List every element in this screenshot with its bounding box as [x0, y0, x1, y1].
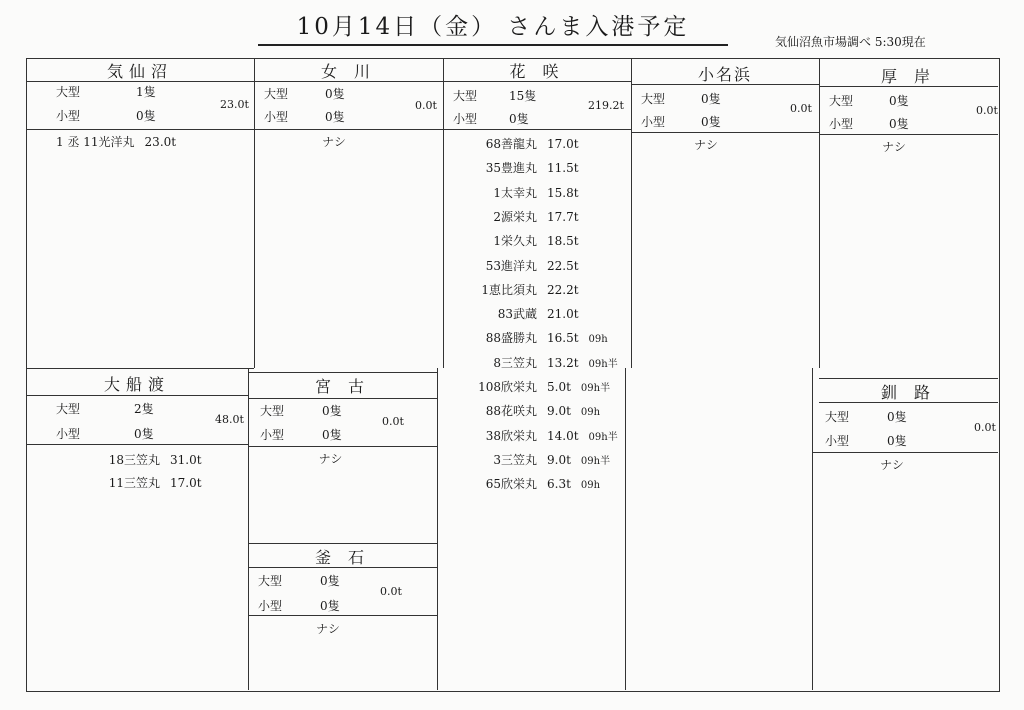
small-count: 0隻 — [325, 110, 345, 124]
ship-tons: 22.2t — [547, 282, 579, 297]
total-tons: 0.0t — [380, 585, 402, 598]
col-divider — [625, 368, 626, 690]
col-divider — [443, 58, 444, 368]
arrival-time: 09h — [580, 407, 601, 419]
total-tons: 0.0t — [382, 415, 404, 428]
large-label: 大型 — [453, 89, 478, 103]
rule — [248, 372, 437, 373]
ship-tons: 17.7t — [547, 209, 579, 224]
ship-tons: 15.8t — [547, 185, 579, 200]
large-label: 大型 — [56, 402, 81, 416]
port-name: 気仙沼 — [106, 62, 173, 81]
large-label: 大型 — [56, 85, 81, 99]
small-label: 小型 — [56, 427, 81, 441]
large-label: 大型 — [829, 94, 854, 108]
large-count: 2隻 — [134, 402, 154, 416]
small-label: 小型 — [829, 117, 854, 131]
ship-tons: 9.0t — [547, 452, 571, 467]
rule — [443, 129, 631, 130]
none-note: ナシ — [880, 458, 904, 472]
ship-name: 11三笠丸 — [108, 476, 160, 490]
ship-tons: 5.0t — [547, 380, 571, 394]
rule — [819, 134, 998, 135]
large-count: 15隻 — [509, 89, 537, 103]
ship-row — [455, 159, 579, 176]
ship-tons: 21.0t — [547, 307, 579, 322]
rule — [26, 368, 254, 369]
small-count: 0隻 — [136, 109, 156, 123]
rule — [254, 129, 443, 130]
port-name: 釧 路 — [880, 383, 937, 402]
total-tons: 0.0t — [415, 99, 437, 112]
ship-row — [455, 402, 600, 419]
ship-row — [455, 281, 579, 298]
col-divider — [819, 58, 820, 368]
port-name: 大船渡 — [103, 375, 170, 394]
ship-name: 8三笠丸 — [493, 355, 537, 370]
small-label: 小型 — [264, 110, 289, 124]
rule — [812, 452, 998, 453]
ship-name: 108欣栄丸 — [478, 380, 537, 394]
small-label: 小型 — [56, 109, 81, 123]
rule — [26, 444, 248, 445]
rule — [248, 398, 437, 399]
ship-tons: 14.0t — [547, 428, 579, 443]
col-divider — [437, 368, 438, 690]
ship-name: 2源栄丸 — [493, 209, 537, 224]
ship-tons: 18.5t — [547, 234, 579, 249]
ship-row — [455, 475, 600, 492]
ship-tons: 9.0t — [547, 404, 571, 419]
small-count: 0隻 — [889, 117, 909, 131]
ship-row — [455, 208, 579, 225]
large-count: 0隻 — [701, 92, 721, 106]
ship-name: 35豊進丸 — [485, 161, 537, 176]
large-label: 大型 — [260, 404, 285, 418]
ship-name: 1栄久丸 — [493, 234, 537, 249]
small-label: 小型 — [260, 428, 285, 442]
ship-name: 1太幸丸 — [493, 185, 537, 200]
ship-row — [455, 378, 610, 395]
rule — [248, 615, 437, 616]
large-count: 0隻 — [325, 87, 345, 101]
ship-row — [455, 354, 618, 371]
ship-name: 83武蔵 — [497, 307, 537, 322]
ship-name: 53進洋丸 — [485, 258, 537, 273]
ship-name: 1恵比須丸 — [481, 282, 537, 297]
ship-row — [80, 451, 202, 468]
ship-name: 1 丞 11光洋丸 — [56, 135, 135, 149]
large-count: 0隻 — [320, 574, 340, 588]
col-divider — [631, 58, 632, 368]
total-tons: 0.0t — [976, 104, 998, 117]
ship-row — [455, 232, 579, 249]
ship-tons: 31.0t — [170, 453, 202, 467]
total-tons: 48.0t — [215, 413, 244, 426]
arrival-time: 09h半 — [580, 383, 611, 394]
port-name: 宮 古 — [314, 377, 371, 396]
large-count: 0隻 — [887, 410, 907, 424]
ship-row — [455, 257, 579, 274]
ship-name: 68善龍丸 — [485, 137, 537, 151]
small-count: 0隻 — [509, 112, 529, 126]
ship-tons: 11.5t — [547, 161, 579, 176]
ship-row — [455, 135, 579, 152]
ship-row — [455, 329, 608, 346]
port-name: 女 川 — [320, 62, 377, 81]
rule — [248, 543, 437, 544]
small-label: 小型 — [453, 112, 478, 126]
total-tons: 23.0t — [220, 98, 249, 111]
rule — [631, 132, 819, 133]
col-divider — [248, 368, 249, 690]
total-tons: 219.2t — [588, 99, 624, 112]
source-note: 気仙沼魚市場調べ 5:30現在 — [775, 35, 926, 49]
ship-row — [455, 305, 579, 322]
ship-name: 88花咲丸 — [485, 404, 537, 419]
none-note: ナシ — [316, 622, 340, 636]
ship-tons: 16.5t — [547, 331, 579, 346]
arrival-time: 09h半 — [580, 455, 611, 467]
ship-row — [455, 451, 610, 468]
arrival-time: 09h — [588, 334, 608, 346]
ship-tons: 13.2t — [547, 355, 579, 370]
ship-tons: 17.0t — [547, 137, 579, 151]
small-count: 0隻 — [134, 427, 154, 441]
large-label: 大型 — [641, 92, 666, 106]
ship-tons: 22.5t — [547, 258, 579, 273]
rule — [819, 378, 998, 379]
col-divider — [254, 58, 255, 368]
small-label: 小型 — [825, 434, 850, 448]
ship-row — [455, 184, 579, 201]
ship-name: 38欣栄丸 — [485, 428, 537, 443]
col-divider — [812, 368, 813, 690]
large-count: 1隻 — [136, 85, 156, 99]
large-label: 大型 — [264, 87, 289, 101]
ship-row — [80, 474, 202, 491]
none-note: ナシ — [882, 140, 906, 154]
port-name: 釜 石 — [314, 548, 371, 567]
small-label: 小型 — [641, 115, 666, 129]
none-note: ナシ — [322, 135, 346, 149]
rule — [26, 395, 248, 396]
ship-name: 65欣栄丸 — [485, 477, 537, 492]
ship-row — [56, 133, 176, 150]
total-tons: 0.0t — [974, 421, 996, 434]
ship-name: 88盛勝丸 — [485, 331, 537, 346]
arrival-time: 09h半 — [588, 358, 618, 370]
ship-tons: 6.3t — [547, 477, 571, 492]
page-title: 10月14日（金） さんま入港予定 — [258, 10, 728, 46]
rule — [26, 129, 254, 130]
small-count: 0隻 — [320, 599, 340, 613]
ship-tons: 23.0t — [144, 135, 177, 149]
small-count: 0隻 — [887, 434, 907, 448]
port-name: 花 咲 — [509, 62, 565, 81]
rule — [248, 446, 437, 447]
port-name: 厚 岸 — [880, 67, 937, 86]
none-note: ナシ — [694, 138, 718, 152]
arrival-time: 09h — [580, 480, 601, 492]
large-label: 大型 — [825, 410, 850, 424]
ship-name: 18三笠丸 — [108, 453, 160, 467]
small-count: 0隻 — [322, 428, 342, 442]
ship-row — [455, 427, 618, 444]
total-tons: 0.0t — [790, 102, 812, 115]
none-note: ナシ — [318, 452, 343, 466]
large-count: 0隻 — [322, 404, 342, 418]
arrival-time: 09h半 — [588, 431, 618, 443]
port-name: 小名浜 — [697, 65, 752, 84]
small-count: 0隻 — [701, 115, 721, 129]
large-count: 0隻 — [889, 94, 909, 108]
small-label: 小型 — [258, 599, 283, 613]
large-label: 大型 — [258, 574, 283, 588]
ship-name: 3三笠丸 — [493, 452, 537, 467]
ship-tons: 17.0t — [170, 476, 202, 490]
